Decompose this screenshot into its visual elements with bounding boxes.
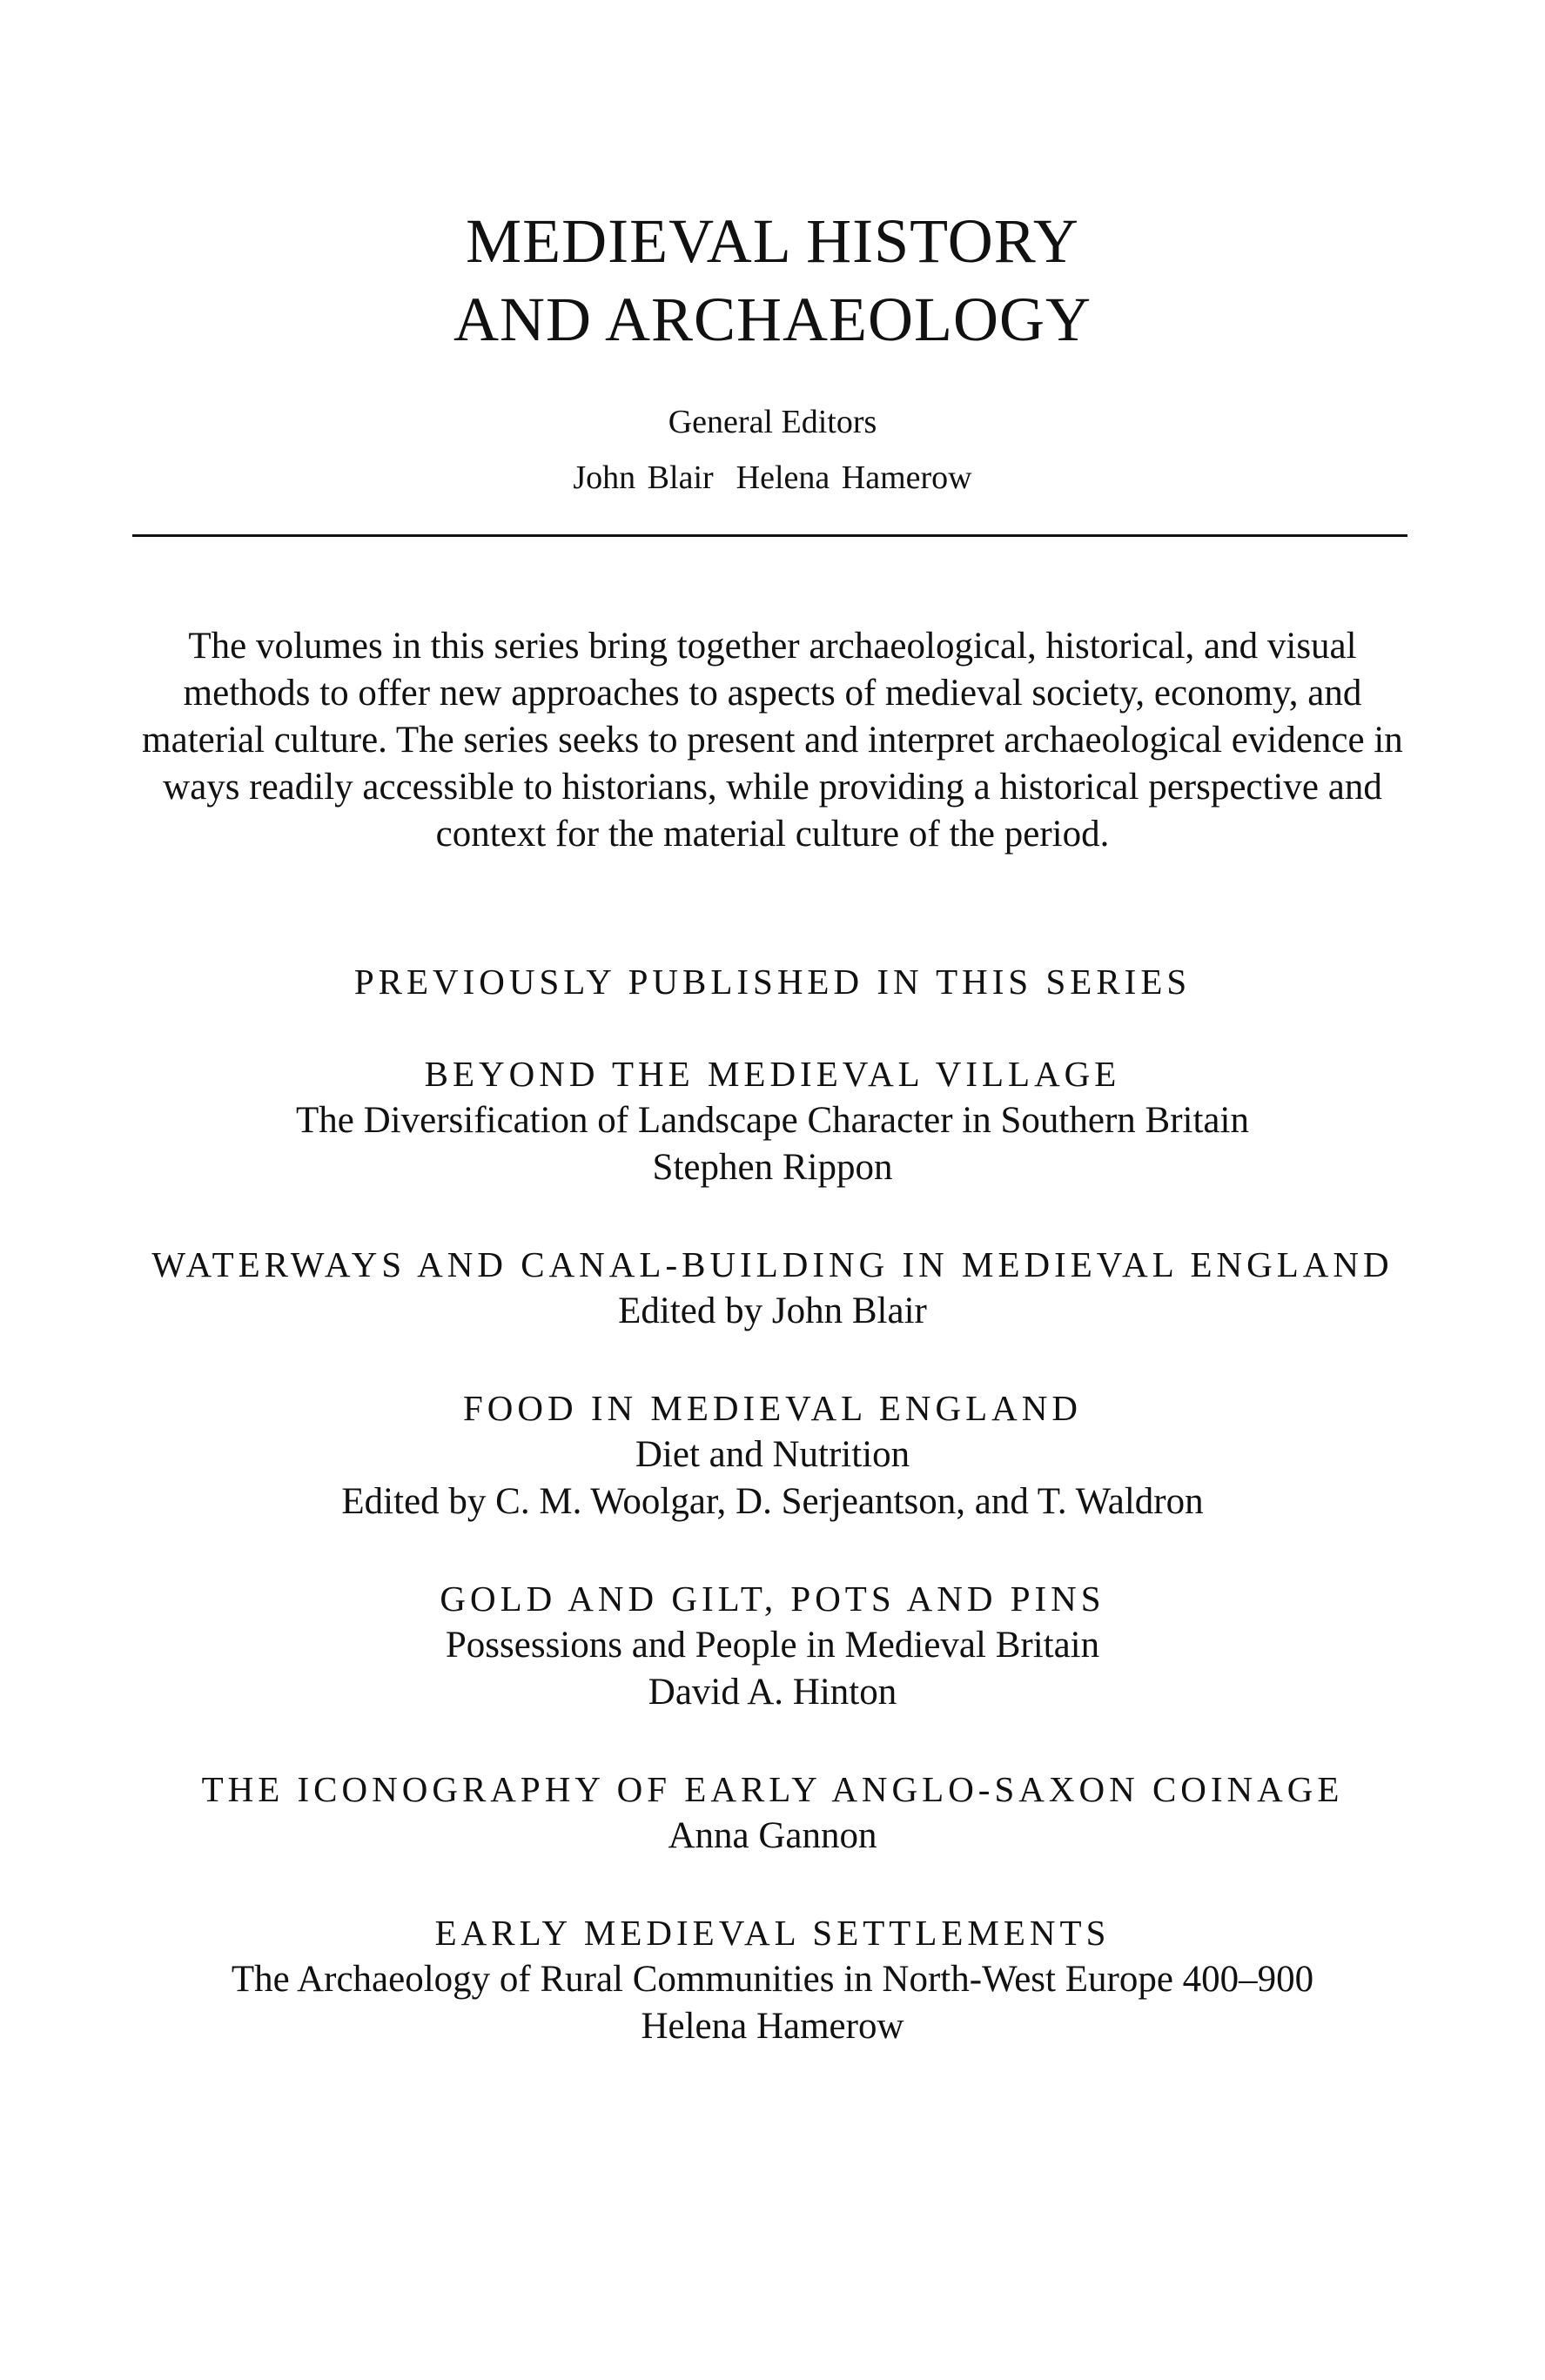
book-entry xyxy=(113,1575,1432,1716)
editor-name: Helena Hamerow xyxy=(736,459,972,496)
book-subtitle: The Archaeology of Rural Communities in North-West Europe 400–900 xyxy=(231,1959,1314,2000)
book-entry xyxy=(113,1766,1432,1860)
book-subtitle: The Diversification of Landscape Character in Southern Britain xyxy=(296,1100,1249,1141)
general-editors-names xyxy=(0,458,1545,498)
book-title: EARLY MEDIEVAL SETTLEMENTS xyxy=(434,1913,1111,1953)
book-entry xyxy=(113,1241,1432,1335)
book-subtitle: Possessions and People in Medieval Britain xyxy=(445,1625,1100,1666)
book-title: BEYOND THE MEDIEVAL VILLAGE xyxy=(424,1054,1121,1094)
general-editors-label: General Editors xyxy=(668,404,877,440)
book-entry xyxy=(113,1909,1432,2050)
series-title-line-1: MEDIEVAL HISTORY xyxy=(466,206,1079,276)
book-title: WATERWAYS AND CANAL-BUILDING IN MEDIEVAL ENGLAND xyxy=(151,1244,1394,1284)
book-author: Stephen Rippon xyxy=(652,1147,893,1188)
book-subtitle: Diet and Nutrition xyxy=(635,1434,910,1475)
published-books-list xyxy=(113,1050,1432,2100)
book-author: David A. Hinton xyxy=(648,1672,897,1713)
book-author: Edited by C. M. Woolgar, D. Serjeantson, and T. Waldron xyxy=(341,1481,1204,1522)
book-title: THE ICONOGRAPHY OF EARLY ANGLO-SAXON COINAGE xyxy=(201,1769,1344,1809)
book-entry xyxy=(113,1384,1432,1525)
book-author: Edited by John Blair xyxy=(618,1291,927,1331)
series-description: The volumes in this series bring together archaeological, historical, and visual methods to offer new approaches to aspects of medieval society, economy, and material culture. The series seeks to present and interpret archaeological evidence in ways readily accessible to historians, while providing a historical perspective and context for the material culture of the period. xyxy=(142,626,1403,855)
book-entry xyxy=(113,1050,1432,1191)
previously-published-heading: PREVIOUSLY PUBLISHED IN THIS SERIES xyxy=(353,962,1192,1002)
book-author: Helena Hamerow xyxy=(641,2006,904,2047)
series-title-line-2: AND ARCHAEOLOGY xyxy=(453,285,1092,354)
book-title: FOOD IN MEDIEVAL ENGLAND xyxy=(462,1388,1083,1428)
editor-name: John Blair xyxy=(573,459,714,496)
book-author: Anna Gannon xyxy=(668,1815,877,1856)
book-title: GOLD AND GILT, POTS AND PINS xyxy=(440,1579,1105,1619)
series-title xyxy=(0,202,1545,359)
horizontal-divider xyxy=(132,534,1407,537)
